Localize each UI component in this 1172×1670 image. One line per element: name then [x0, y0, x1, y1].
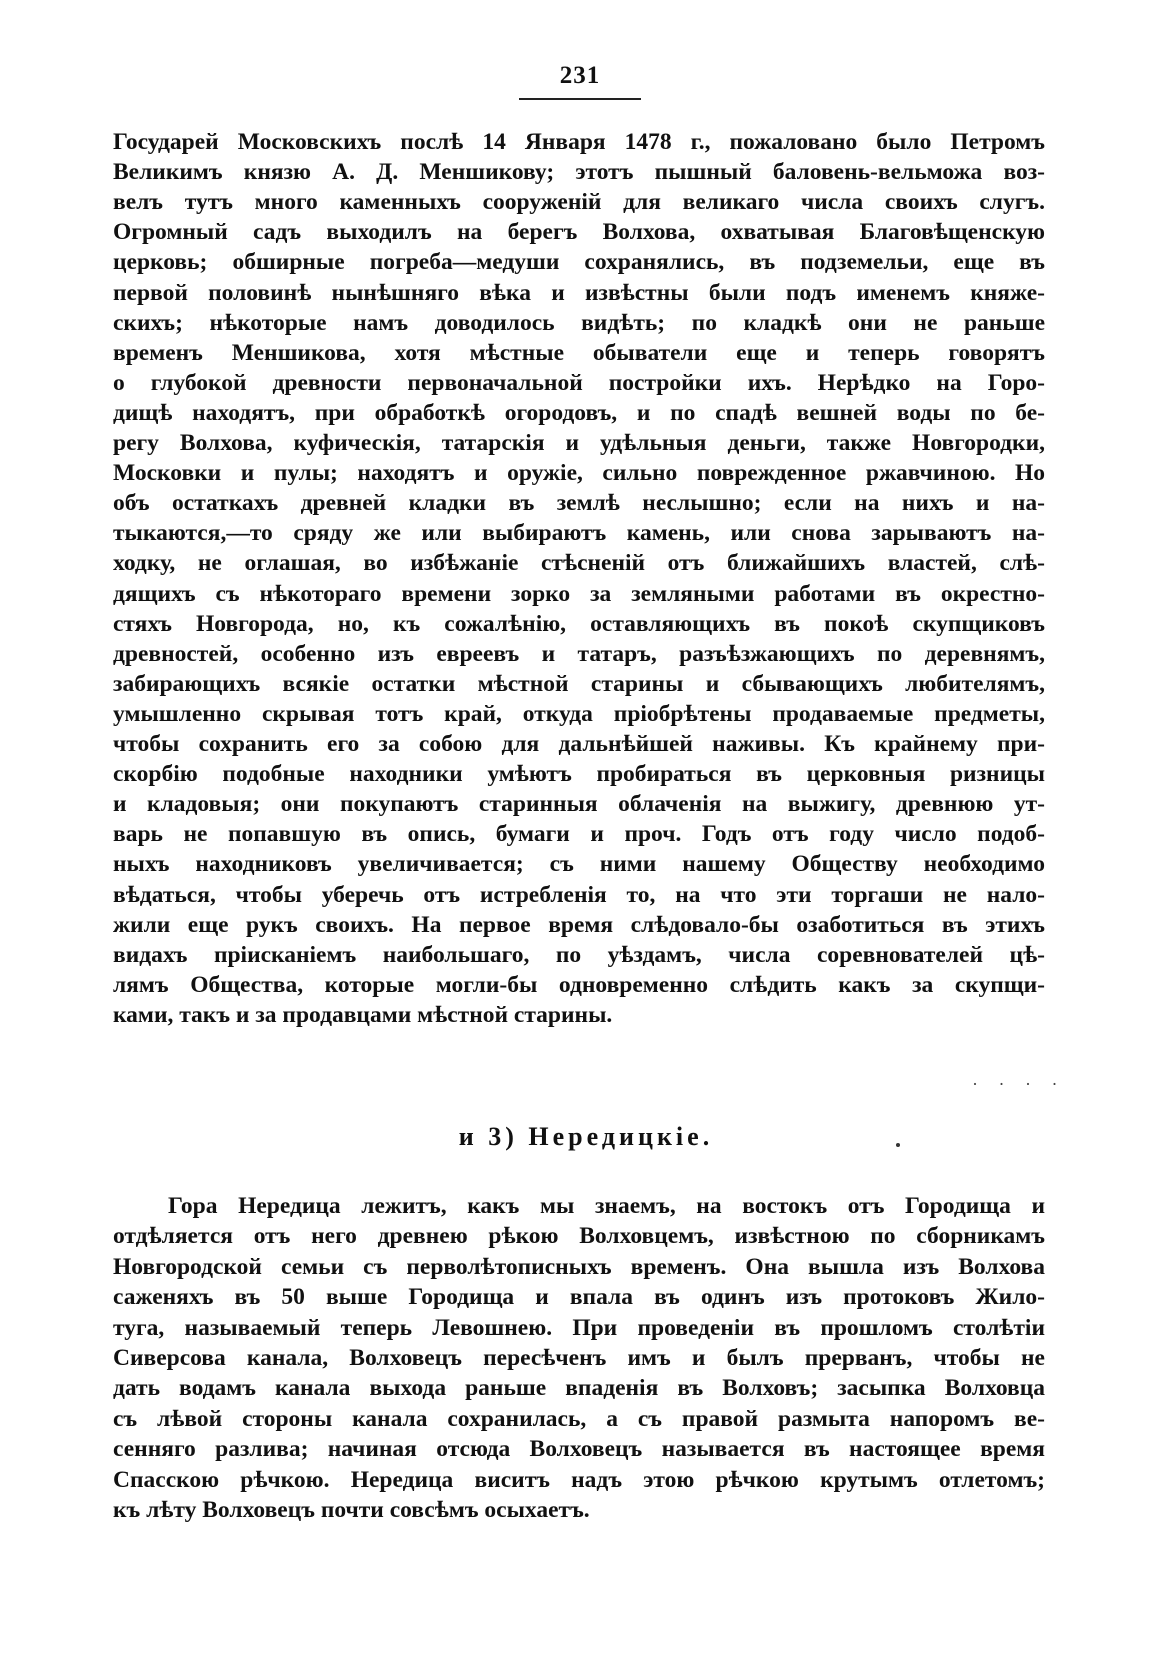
- section-line: туга, называемый теперь Левошнею. При проведеніи въ прошломъ столѣтіи: [113, 1314, 1045, 1341]
- body-line: скихъ; нѣкоторые намъ доводилось видѣть; по кладкѣ они не раньше: [113, 309, 1045, 336]
- body-line: тыкаются,—то сряду же или выбираютъ камень, или снова зарываютъ на-: [113, 520, 1045, 547]
- body-line: Великимъ князю А. Д. Меншикову; этотъ пышный баловень-вельможа воз-: [113, 159, 1045, 186]
- body-line: церковь; обширные погреба—медуши сохранялись, въ подземельи, еще въ: [113, 249, 1045, 276]
- body-line: варь не попавшую въ опись, бумаги и проч. Годъ отъ году число подоб-: [113, 821, 1045, 848]
- section-line: Сиверсова канала, Волховецъ пересѣченъ имъ и былъ прерванъ, чтобы не: [113, 1345, 1045, 1371]
- body-line: регу Волхова, куфическія, татарскія и удѣльныя деньги, также Новгородки,: [113, 430, 1045, 456]
- body-line: скорбію подобные находники умѣютъ пробираться въ церковныя ризницы: [113, 761, 1045, 788]
- body-line: стяхъ Новгорода, но, къ сожалѣнію, оставляющихъ въ покоѣ скупщиковъ: [113, 610, 1045, 637]
- body-line: видахъ пріисканіемъ наибольшаго, по уѣздамъ, числа соревнователей цѣ-: [113, 941, 1045, 968]
- section-heading: и 3) Нередицкіе.: [458, 1122, 714, 1151]
- section-line: къ лѣту Волховецъ почти совсѣмъ осыхаетъ.: [113, 1497, 590, 1523]
- section-line: Спасскою рѣчкою. Нередица виситъ надъ этою рѣчкою крутымъ отлетомъ;: [113, 1466, 1045, 1493]
- body-line: дящихъ съ нѣкотораго времени зорко за земляными работами въ окрестно-: [113, 580, 1045, 607]
- body-line: Государей Московскихъ послѣ 14 Января 1478 г., пожаловано было Петромъ: [113, 129, 1045, 155]
- section-line: дать водамъ канала выхода раньше впаденія въ Волховъ; засыпка Волховца: [113, 1375, 1045, 1402]
- body-line: объ остаткахъ древней кладки въ землѣ неслышно; если на нихъ и на-: [113, 490, 1045, 517]
- section-line: Новгородской семьи съ перволѣтописныхъ временъ. Она вышла изъ Волхова: [113, 1253, 1045, 1280]
- body-line: Огромный садъ выходилъ на берегъ Волхова, охватывая Благовѣщенскую: [113, 219, 1045, 246]
- body-line: первой половинѣ нынѣшняго вѣка и извѣстны были подъ именемъ княже-: [113, 279, 1045, 306]
- section-line: отдѣляется отъ него древнею рѣкою Волховцемъ, извѣстною по сборникамъ: [113, 1223, 1045, 1250]
- body-line: ныхъ находниковъ увеличивается; съ ними нашему Обществу необходимо: [113, 851, 1045, 878]
- body-line: чтобы сохранить его за собою для дальнѣйшей наживы. Къ крайнему при-: [113, 731, 1045, 757]
- body-line: дищѣ находятъ, при обработкѣ огородовъ, и по спадѣ вешней воды по бе-: [113, 399, 1045, 426]
- body-line: ходку, не оглашая, во избѣжаніе стѣсненій отъ ближайшихъ властей, слѣ-: [113, 550, 1045, 577]
- body-line: ками, такъ и за продавцами мѣстной старины.: [113, 1001, 613, 1028]
- body-line: древностей, особенно изъ евреевъ и татаръ, разъѣзжающихъ по деревнямъ,: [113, 640, 1045, 667]
- page-number: 231: [559, 62, 601, 89]
- body-line: и кладовыя; они покупаютъ старинныя облаченія на выжигу, древнюю ут-: [113, 791, 1045, 818]
- scan-speckles: · · · ·: [972, 1074, 1066, 1094]
- body-line: забирающихъ всякіе остатки мѣстной старины и сбывающихъ любителямъ,: [113, 670, 1045, 697]
- body-line: временъ Меншикова, хотя мѣстные обыватели еще и теперь говорятъ: [113, 339, 1045, 366]
- body-line: о глубокой древности первоначальной постройки ихъ. Нерѣдко на Горо-: [113, 369, 1045, 396]
- page-number-rule: [519, 98, 641, 100]
- section-line: саженяхъ въ 50 выше Городища и впала въ одинъ изъ протоковъ Жило-: [113, 1284, 1045, 1311]
- body-line: велъ тутъ много каменныхъ сооруженій для великаго числа своихъ слугъ.: [113, 189, 1045, 216]
- body-line: Московки и пулы; находятъ и оружіе, сильно поврежденное ржавчиною. Но: [113, 460, 1045, 487]
- heading-speck: [896, 1143, 900, 1147]
- body-line: вѣдаться, чтобы уберечь отъ истребленія то, на что эти торгаши не нало-: [113, 881, 1045, 908]
- body-line: лямъ Общества, которые могли-бы одновременно слѣдить какъ за скупщи-: [113, 971, 1045, 998]
- section-line: съ лѣвой стороны канала сохранилась, а съ правой размыта напоромъ ве-: [113, 1405, 1045, 1432]
- section-line: Гора Нередица лежитъ, какъ мы знаемъ, на востокъ отъ Городища и: [168, 1193, 1045, 1219]
- body-line: умышленно скрывая тотъ край, откуда пріобрѣтены продаваемые предметы,: [113, 700, 1045, 727]
- body-line: жили еще рукъ своихъ. На первое время слѣдовало-бы озаботиться въ этихъ: [113, 911, 1045, 938]
- section-line: сенняго разлива; начиная отсюда Волховецъ называется въ настоящее время: [113, 1436, 1045, 1463]
